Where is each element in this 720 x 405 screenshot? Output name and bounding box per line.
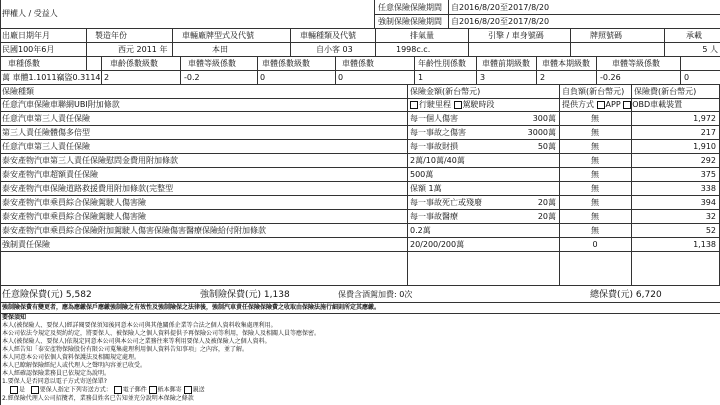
vh-year: 製造年份	[95, 31, 127, 40]
vv-load: 5 人	[702, 45, 718, 54]
row-0-qty: 300萬	[532, 114, 556, 123]
notice-bold: 強制險保費有變更者，應為應繳保戶應繳強制險之有效性及強制險保之法律後，強制汽車責任保險保險費之收取由保險法施行細則所定其應繳。	[2, 304, 381, 311]
row-0-name: 任意汽車第三人責任保險	[2, 114, 90, 123]
compulsory-period-label: 強制保險保險期間	[378, 17, 442, 26]
vv-year: 西元 2011 年	[118, 45, 168, 54]
option-a-label: 是	[19, 386, 26, 394]
vh-cc: 排氣量	[410, 31, 434, 40]
row-1-prem: 217	[700, 128, 716, 137]
row-8-desc: 0.2萬	[410, 226, 431, 235]
vh-engine: 引擎 / 車身號碼	[488, 31, 544, 40]
total-grand-label: 總保費(元)	[590, 290, 634, 300]
option-hand-checkbox[interactable]	[184, 386, 192, 394]
row-2-desc: 每一事故財損	[410, 142, 458, 151]
total-grand-value: 6,720	[635, 290, 662, 300]
cv-0: 萬 車體1.1011竊盜0.3114	[2, 73, 101, 82]
total-compulsory	[200, 290, 290, 300]
row-0-ded: 無	[591, 114, 599, 123]
row-4-desc: 500萬	[410, 170, 434, 179]
row-5-prem: 338	[700, 184, 716, 193]
total-compulsory-label: 強制險保費(元)	[200, 290, 262, 300]
cv-4: 0	[338, 73, 344, 82]
ubi-options	[410, 100, 495, 110]
ch-1: 車齡係數級數	[110, 59, 158, 68]
obd-label: OBD車載裝置	[632, 100, 683, 109]
ubi-clause: 任意汽車保險車聯網UBI附加條款	[2, 100, 120, 109]
option-a-checkbox[interactable]	[10, 386, 18, 394]
mileage-label: 行駛里程	[419, 100, 451, 109]
option-b-checkbox[interactable]	[31, 386, 39, 394]
row-6-qty: 20萬	[537, 198, 556, 207]
row-2-prem: 1,910	[693, 142, 716, 151]
ubi-provide	[562, 100, 682, 110]
row-4-ded: 無	[591, 170, 599, 179]
option-hand-label: 親送	[192, 386, 205, 394]
app-label: APP	[605, 100, 621, 109]
row-2-qty: 50萬	[537, 142, 556, 151]
vh-date: 出廠日期年月	[2, 31, 50, 40]
notice-line-2: 本人(被保險人、要保人)依規定同意本公司與本公司之業務往來等利用要保人及被保險人之個人資料。	[2, 338, 271, 345]
notice-title: 要保須知	[2, 314, 27, 321]
voluntary-period-value: 自2016/8/20至2017/8/20	[451, 3, 550, 12]
notice-line-5: 本人已瞭解保險經紀人或代理人之聲明內容並已收受。	[2, 362, 147, 369]
vv-cc: 1998c.c.	[396, 45, 431, 54]
total-voluntary-value: 5,582	[65, 290, 92, 300]
notice-line-1: 本公司依法令規定及契約約定，將要保人、被保險人之個人資料提供予再保險公司等利用，保險人及相關人員等應保密。	[2, 330, 321, 337]
row-9-prem: 1,138	[693, 240, 716, 249]
voluntary-period-label: 任意保險保險期間	[378, 3, 442, 12]
row-0-prem: 1,972	[693, 114, 716, 123]
row-7-qty: 20萬	[537, 212, 556, 221]
row-7-name: 泰安產物汽車乘員綜合保險駕駛人傷害險	[2, 212, 146, 221]
option-mail-label: 紙本郵寄	[157, 386, 182, 394]
ch-7: 車體本期級數	[542, 59, 590, 68]
notice-line-6: 本人經確認保險業務員已依規定為說明。	[2, 370, 111, 377]
cv-8: -0.26	[600, 73, 621, 82]
row-6-ded: 無	[591, 198, 599, 207]
cv-3: 0	[260, 73, 266, 82]
option-email-checkbox[interactable]	[114, 386, 122, 394]
option-mail-checkbox[interactable]	[149, 386, 157, 394]
row-5-desc: 保額 1萬	[410, 184, 442, 193]
notice-line-3: 本人經告知「泰安產物保險股份有限公司蒐集處理利用個人資料告知事項」之內容，並了解。	[2, 346, 249, 353]
row-7-ded: 無	[591, 212, 599, 221]
ch-0: 車種係數	[8, 59, 40, 68]
row-3-name: 泰安產物汽車第三人責任保險慰問金費用附加條款	[2, 156, 178, 165]
notice-option-title: 1.要保人是否同意以電子方式寄送保單?	[2, 378, 107, 385]
row-5-name: 泰安產物汽車保險道路救援費用附加條款(完整型	[2, 184, 174, 193]
vv-date: 民國100年6月	[2, 45, 55, 54]
row-8-prem: 52	[705, 226, 716, 235]
vv-type: 自小客 03	[316, 45, 353, 54]
cv-1: 2	[104, 73, 110, 82]
row-8-ded: 無	[591, 226, 599, 235]
cv-6: 3	[480, 73, 486, 82]
row-3-ded: 無	[591, 156, 599, 165]
row-0-desc: 每一個人傷害	[410, 114, 458, 123]
row-9-ded: 0	[592, 240, 598, 249]
ch-4: 車體係數	[342, 59, 374, 68]
row-2-ded: 無	[591, 142, 599, 151]
option-b-label: 要保人指定下列寄送方式：	[39, 386, 112, 394]
notice-last: 2.經保險代理人公司招攬者，業務員姓名已告知並充分說明本保險之條款	[2, 395, 194, 402]
ch-2: 車體等級係數	[188, 59, 236, 68]
notice-line-4: 本人同意本公司依個人資料保護法及相關規定處理。	[2, 354, 141, 361]
ch-3: 車體係數級數	[262, 59, 310, 68]
total-voluntary-label: 任意險保費(元)	[2, 290, 64, 300]
row-1-desc: 每一事故之傷害	[410, 128, 466, 137]
vh-plate: 牌照號碼	[590, 31, 622, 40]
row-3-desc: 2萬/10萬/40萬	[410, 156, 465, 165]
mileage-checkbox[interactable]	[410, 101, 418, 109]
row-4-prem: 375	[700, 170, 716, 179]
insured-label: 押權人 / 受益人	[2, 9, 58, 18]
app-checkbox[interactable]	[597, 101, 605, 109]
row-8-name: 泰安產物汽車乘員綜合保險附加駕駛人傷害保險傷害醫療保險給付附加條款	[2, 226, 266, 235]
row-1-name: 第三人責任險體傷多倍型	[2, 128, 90, 137]
vv-brand: 本田	[212, 45, 228, 54]
th-amount: 保險金額(新台幣元)	[410, 87, 481, 96]
cv-7: 2	[540, 73, 546, 82]
ch-6: 車體前期級數	[482, 59, 530, 68]
row-4-name: 泰安產物汽車超額責任保險	[2, 170, 98, 179]
provide-label: 提供方式	[562, 100, 594, 109]
period-checkbox[interactable]	[454, 101, 462, 109]
ch-8: 車體等級係數	[612, 59, 660, 68]
row-1-ded: 無	[591, 128, 599, 137]
option-email-label: 電子郵件	[122, 386, 147, 394]
row-6-desc: 每一事故死亡或殘廢	[410, 198, 482, 207]
vh-brand: 車輛廠牌型式及代號	[182, 31, 254, 40]
vh-load: 承載	[686, 31, 702, 40]
total-fund: 保費含酒駕加費: 0次	[338, 290, 413, 299]
ch-5: 年齡性別係數	[418, 59, 466, 68]
th-type: 保險種類	[2, 87, 34, 96]
row-5-ded: 無	[591, 184, 599, 193]
vh-type: 車輛種類及代號	[300, 31, 356, 40]
row-2-name: 任意汽車第三人責任保險	[2, 142, 90, 151]
row-1-qty: 3000萬	[527, 128, 556, 137]
total-grand	[590, 290, 662, 300]
notice-option-a	[10, 386, 205, 395]
row-6-name: 泰安產物汽車乘員綜合保險駕駛人傷害險	[2, 198, 146, 207]
row-7-desc: 每一事故醫療	[410, 212, 458, 221]
th-deductible: 自負額(新台幣元)	[562, 87, 625, 96]
notice-line-0: 本人(被保險人、要保人)經詳閱要保須知後同意本公司與其他關係企業等合法之個人資料收集處理利用。	[2, 322, 277, 329]
total-compulsory-value: 1,138	[263, 290, 290, 300]
cv-2: -0.2	[184, 73, 200, 82]
row-9-name: 強制責任保險	[2, 240, 50, 249]
total-voluntary	[2, 290, 92, 300]
period-label: 駕駛時段	[462, 100, 495, 109]
compulsory-period-value: 自2016/8/20至2017/8/20	[451, 17, 550, 26]
row-6-prem: 394	[700, 198, 716, 207]
row-9-desc: 20/200/200萬	[410, 240, 465, 249]
cv-5: 1	[418, 73, 424, 82]
row-7-prem: 32	[705, 212, 716, 221]
cv-9: 0	[684, 73, 690, 82]
row-3-prem: 292	[700, 156, 716, 165]
th-premium: 保險費(新台幣元)	[634, 87, 697, 96]
